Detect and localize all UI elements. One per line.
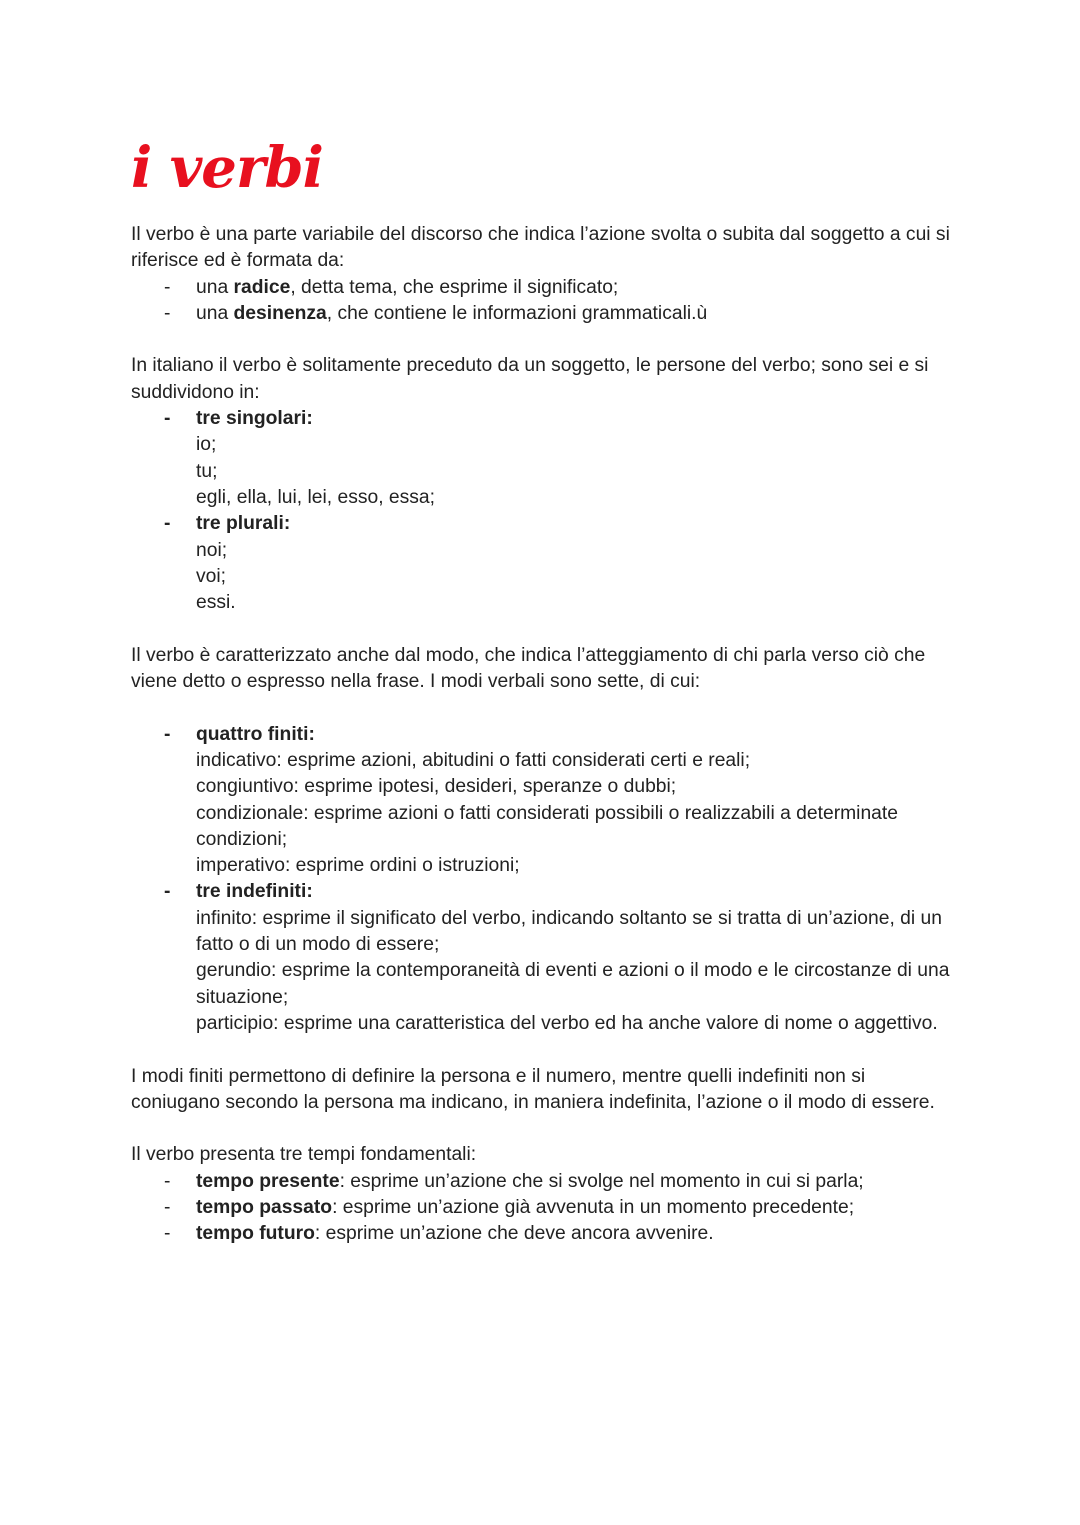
modi-note-paragraph: I modi finiti permettono di definire la persona e il numero, mentre quelli indefiniti non si coniugano secondo la persona ma indicano, in maniera indefinita, l’azione o il modo di essere. (131, 1065, 935, 1113)
group-heading: tre singolari: (196, 408, 313, 430)
list-item: - tempo passato: esprime un’azione già avvenuta in un momento precedente; (196, 1195, 951, 1221)
sub-line: imperativo: esprime ordini o istruzioni; (196, 855, 520, 877)
group-heading: tre plurali: (196, 513, 291, 535)
list-item (196, 511, 951, 616)
sub-line: congiuntivo: esprime ipotesi, desideri, speranze o dubbi; (196, 776, 677, 798)
sub-line: indicativo: esprime azioni, abitudini o fatti considerati certi e reali; (196, 749, 751, 771)
modi-paragraph: Il verbo è caratterizzato anche dal modo, che indica l’atteggiamento di chi parla verso ciò che viene detto o espresso nella frase. I modi verbali sono sette, di cui: (131, 644, 926, 693)
sub-line: essi. (196, 592, 236, 614)
sub-line: noi; (196, 539, 228, 561)
sub-line: participio: esprime una caratteristica del verbo ed ha anche valore di nome o aggettivo. (196, 1012, 938, 1034)
sub-line: egli, ella, lui, lei, esso, essa; (196, 486, 435, 508)
list-item (196, 406, 951, 511)
document-page (131, 135, 951, 1248)
sub-line: condizionale: esprime azioni o fatti considerati possibili o realizzabili a determinate condizioni; (196, 802, 898, 850)
intro-list (131, 275, 951, 328)
sub-line: gerundio: esprime la contemporaneità di eventi e azioni o il modo e le circostanze di una situazione; (196, 960, 950, 1008)
list-item (196, 722, 951, 880)
tempi-list (131, 1169, 951, 1248)
list-item: - tempo futuro: esprime un’azione che deve ancora avvenire. (196, 1221, 951, 1247)
persone-paragraph: In italiano il verbo è solitamente preceduto da un soggetto, le persone del verbo; sono sei e si suddividono in: (131, 355, 929, 403)
sub-line: io; (196, 434, 217, 456)
list-item: - una desinenza, che contiene le informazioni grammaticali.ù (196, 301, 951, 327)
sub-line: tu; (196, 460, 218, 482)
list-item: - una radice, detta tema, che esprime il significato; (196, 275, 951, 301)
tempi-paragraph: Il verbo presenta tre tempi fondamentali: (131, 1144, 477, 1166)
sub-line: voi; (196, 565, 227, 587)
page-title: i verbi (131, 135, 323, 201)
list-item (196, 879, 951, 1037)
persone-list (131, 406, 951, 616)
group-heading: tre indefiniti: (196, 881, 313, 903)
group-heading: quattro finiti: (196, 723, 315, 745)
intro-paragraph: Il verbo è una parte variabile del discorso che indica l’azione svolta o subita dal soggetto a cui si riferisce ed è formata da: (131, 224, 950, 272)
sub-line: infinito: esprime il significato del verbo, indicando soltanto se si tratta di un’azione, di un fatto o di un modo di essere; (196, 907, 942, 956)
modi-list (131, 722, 951, 1038)
list-item: - tempo presente: esprime un’azione che si svolge nel momento in cui si parla; (196, 1169, 951, 1195)
